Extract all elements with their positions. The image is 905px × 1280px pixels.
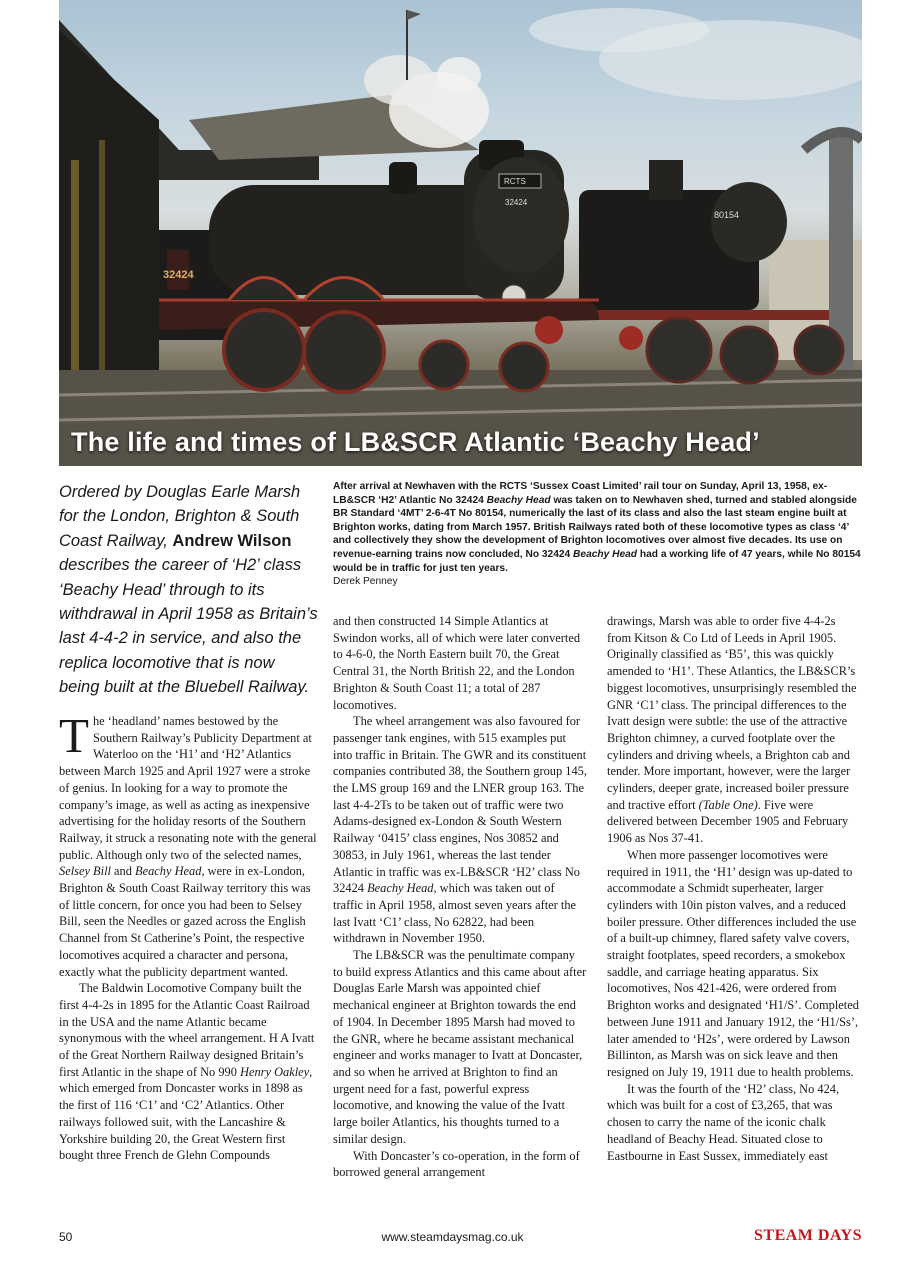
body-italic: (Table One) <box>698 797 758 812</box>
smokebox-number: 32424 <box>505 198 528 207</box>
body-italic: Henry Oakley <box>240 1064 310 1079</box>
body-text: , which was taken out of traffic in April 1958, almost seven years after the last Ivatt ‘C1’ class, No 62822, had been withdrawn in November 1950. <box>333 881 577 946</box>
hero-photo <box>59 0 862 466</box>
body-text: and <box>110 864 136 879</box>
body-paragraph: It was the fourth of the ‘H2’ class, No 424, which was built for a cost of £3,265, that was chosen to carry the name of the iconic chalk headland of Beachy Head. Situated close to Eastbourne in East Sussex, immediately east <box>607 1081 840 1163</box>
caption-text: was taken on to Newhaven shed, turned and stabled alongside BR Standard ‘4MT’ 2-6-4T No 80154, numerically the last of its class and also the last steam engine built at Brighton works, dating from March 1957. British Railways rated both of these locomotive types as class ‘4’ and collectively they show the development of Brighton locomotives over almost five decades. Its use on revenue-earning trains now concluded, No 32424 <box>333 494 857 560</box>
body-italic: Selsey Bill <box>59 864 111 879</box>
body-italic: Beachy Head <box>367 881 434 896</box>
body-text: The Baldwin Locomotive Company built the first 4-4-2s in 1895 for the Atlantic Coast Railroad in the USA and the name Atlantic became synonymous with the wheel arrangement. H A Ivatt of the Great Northern Railway designed Britain’s first Atlantic in the shape of No 990 <box>59 981 315 1079</box>
body-paragraph: and then constructed 14 Simple Atlantics at Swindon works, all of which were later converted to 4-6-0, the North Eastern built 70, the Great Central 31, the North British 22, and the London Brighton & South Coast 11; a total of 287 locomotives. <box>333 614 581 712</box>
body-text: drawings, Marsh was able to order five 4-4-2s from Kitson & Co Ltd of Leeds in April 1905. Originally classified as ‘B5’, this was quickly amended to ‘H1’. These Atlantics, the LB&SCR’s biggest locomotives, unsurprisingly resembled the GNR ‘C1’ class. The principal differences to the Ivatt design were subtle: the use of the attractive Brighton chimney, a curved footplate over the cylinders and driving wheels, a Brighton cab and tender. More important, however, were the larger cylinders, deeper grate, increased boiler pressure and tractive effort <box>607 614 857 812</box>
page-number: 50 <box>59 1230 73 1244</box>
body-paragraph: With Doncaster’s co-operation, in the form of borrowed general arrangement <box>333 1148 580 1180</box>
body-paragraph <box>59 980 317 1164</box>
drop-cap: T <box>59 708 89 763</box>
author-name: Andrew Wilson <box>172 531 292 550</box>
body-paragraph <box>333 713 587 947</box>
photo-caption <box>333 480 861 589</box>
body-text: The wheel arrangement was also favoured for passenger tank engines, with 515 examples put into traffic in Britain. The GWR and its constituent companies contributed 38, the Southern group 145, the LMS group 169 and the LNER group 163. The last 4-4-2Ts to be taken out of traffic were two Adams-designed ex-London & South Western Railway ‘0415’ class engines, Nos 30852 and 30853, in July 1961, whereas the last tender Atlantic in traffic was ex-LB&SCR ‘H2’ class No 32424 <box>333 714 587 896</box>
body-text: , were in ex-London, Brighton & South Coast Railway territory this was of little concern, for once you had been to Selsey Bill, seen the Needles or gazed across the English Channel from St Catherine’s Point, the respective locomotives acquired a character and persona, exactly what the publicity department wanted. <box>59 864 311 979</box>
body-paragraph <box>59 708 317 980</box>
cab-number: 32424 <box>163 269 194 281</box>
body-italic: Beachy Head <box>135 864 202 879</box>
body-paragraph: The LB&SCR was the penultimate company to build express Atlantics and this came about after Douglas Earle Marsh was appointed chief mechanical engineer at Brighton towards the end of 1904. In December 1895 Marsh had moved to the GNR, where he became assistant mechanical engineer and works manager to Ivatt at Doncaster, and so when he arrived at Brighton to find an urgent need for a fast, powerful express locomotive, and knowing the value of the Ivatt large boiler Atlantics, his thoughts turned to a similar design. <box>333 948 587 1146</box>
body-column-3 <box>607 613 862 1164</box>
caption-italic: Beachy Head <box>486 494 551 506</box>
body-text: , which emerged from Doncaster works in 1898 as the first of 116 ‘C1’ and ‘C2’ Atlantics. Other railways followed suit, with the Lancashire & Yorkshire building 20, the Great Western first bought three French de Glehn Compounds <box>59 1064 313 1163</box>
caption-italic: Beachy Head <box>573 548 638 560</box>
body-column-2 <box>333 613 587 1181</box>
website-url[interactable]: www.steamdaysmag.co.uk <box>381 1230 524 1244</box>
body-column-1 <box>59 708 317 1164</box>
photo-credit: Derek Penney <box>333 576 398 588</box>
standfirst-intro: Ordered by Douglas Earle Marsh for the London, Brighton & South Coast Railway, <box>59 483 301 550</box>
caption-text: had a working life of 47 years, while No 80154 would be in traffic for just ten years. <box>333 548 861 574</box>
locomotive-photo <box>59 0 862 466</box>
body-paragraph <box>607 613 862 847</box>
body-text: he ‘headland’ names bestowed by the Southern Railway’s Publicity Department at Waterloo on the ‘H1’ and ‘H2’ Atlantics between March 1925 and April 1927 were a stroke of genius. In looking for a way to promote the company’s image, as well as acting as inexpensive advertising for the holiday resorts of the Southern Railway, it struck a resonating note with the general public. Although only two of the selected names, <box>59 714 317 862</box>
smokebox-plate: RCTS <box>504 177 526 186</box>
loco2-number: 80154 <box>714 210 740 220</box>
caption-text: After arrival at Newhaven with the RCTS ‘Sussex Coast Limited’ rail tour on Sunday, April 13, 1958, ex-LB&SCR ‘H2’ Atlantic No 32424 <box>333 481 828 506</box>
body-text: . Five were delivered between December 1905 and February 1906 as Nos 37-41. <box>607 797 849 846</box>
article-title: The life and times of LB&SCR Atlantic ‘Beachy Head’ <box>71 427 760 457</box>
standfirst-rest: describes the career of ‘H2’ class ‘Beachy Head’ through to its withdrawal in April 1958 as Britain’s last 4-4-2 in service, and also the replica locomotive that is now being built at the Bluebell Railway. <box>59 556 318 697</box>
magazine-logo: STEAM DAYS <box>754 1227 862 1244</box>
body-paragraph: When more passenger locomotives were required in 1911, the ‘H1’ design was up-dated to accommodate a Schmidt superheater, larger cylinders with 10in piston valves, and a reduced boiler pressure. Other differences included the use of a built-up chimney, flared safety valve covers, straight footplates, speed recorders, a smokebox saddle, and carriage heating apparatus. Six locomotives, Nos 421-426, were ordered from Brighton works and designated ‘H1/S’. Completed between June 1911 and January 1912, the ‘H1/Ss’, later amended to ‘H2s’, were ordered by Lawson Billinton, as Marsh was on sick leave and then resigned on July 19, 1911 due to health problems. <box>607 847 859 1079</box>
standfirst <box>59 480 319 700</box>
